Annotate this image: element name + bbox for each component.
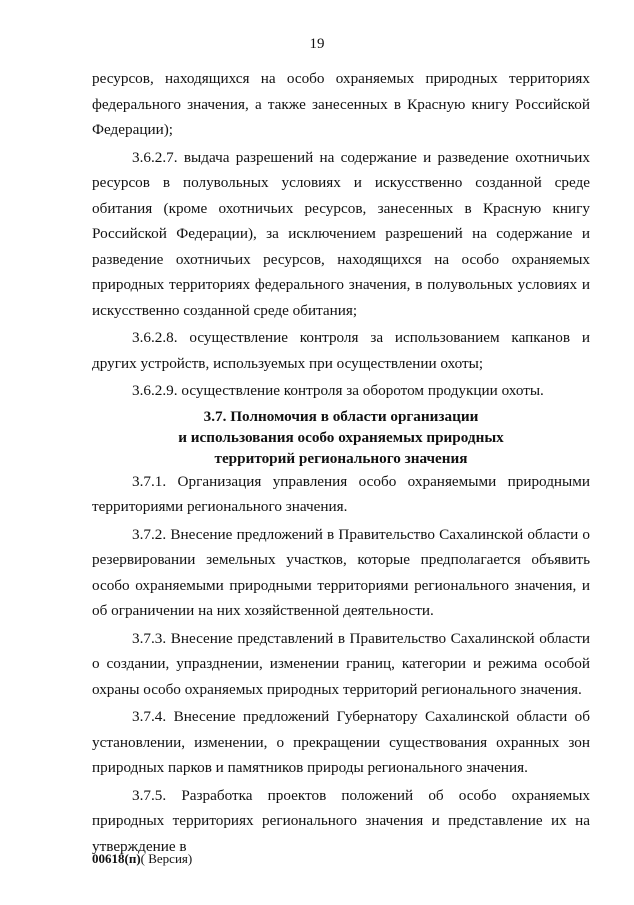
paragraph: 3.7.2. Внесение предложений в Правительство Сахалинской области о резервировании земельных участков, которые предполагается объявить особо охраняемыми природными территориями регионального значения, и об ограничении на них хозяйственной деятельности.	[92, 525, 590, 619]
section-heading	[92, 406, 590, 469]
document-body	[92, 66, 590, 859]
section-heading-line: территорий регионального значения	[214, 449, 468, 467]
paragraph: 3.7.5. Разработка проектов положений об особо охраняемых природных территориях регионального значения и представление их на утверждение в	[92, 786, 590, 855]
document-version: ( Версия)	[140, 851, 193, 866]
document-code: 00618(п)	[92, 851, 141, 866]
paragraph: 3.6.2.8. осуществление контроля за использованием капканов и других устройств, используемых при осуществлении охоты;	[92, 329, 590, 372]
page-number: 19	[309, 36, 325, 52]
section-heading-line: и использования особо охраняемых природных	[178, 428, 504, 446]
paragraph: ресурсов, находящихся на особо охраняемых природных территориях федерального значения, а также занесенных в Красную книгу Российской Федерации);	[92, 70, 590, 138]
footer	[92, 851, 192, 867]
paragraph: 3.6.2.9. осуществление контроля за оборотом продукции охоты.	[132, 382, 544, 399]
section-heading-line: 3.7. Полномочия в области организации	[203, 407, 479, 425]
paragraph: 3.7.4. Внесение предложений Губернатору Сахалинской области об установлении, изменении, о прекращении существования охранных зон природных парков и памятников природы регионального значения.	[92, 708, 590, 776]
paragraph: 3.7.1. Организация управления особо охраняемыми природными территориями регионального значения.	[92, 472, 590, 515]
paragraph: 3.7.3. Внесение представлений в Правительство Сахалинской области о создании, упразднении, изменении границ, категории и режима особой охраны особо охраняемых природных территорий регионального значения.	[92, 629, 590, 698]
paragraph: 3.6.2.7. выдача разрешений на содержание и разведение охотничьих ресурсов в полувольных условиях и искусственно созданной среде обитания (кроме охотничьих ресурсов, занесенных в Красную книгу Российской Федерации), за исключением разрешений на содержание и разведение охотничьих ресурсов, находящихся на особо охраняемых природных территориях федерального значения, в полувольных условиях и искусственно созданной среде обитания;	[92, 148, 590, 319]
